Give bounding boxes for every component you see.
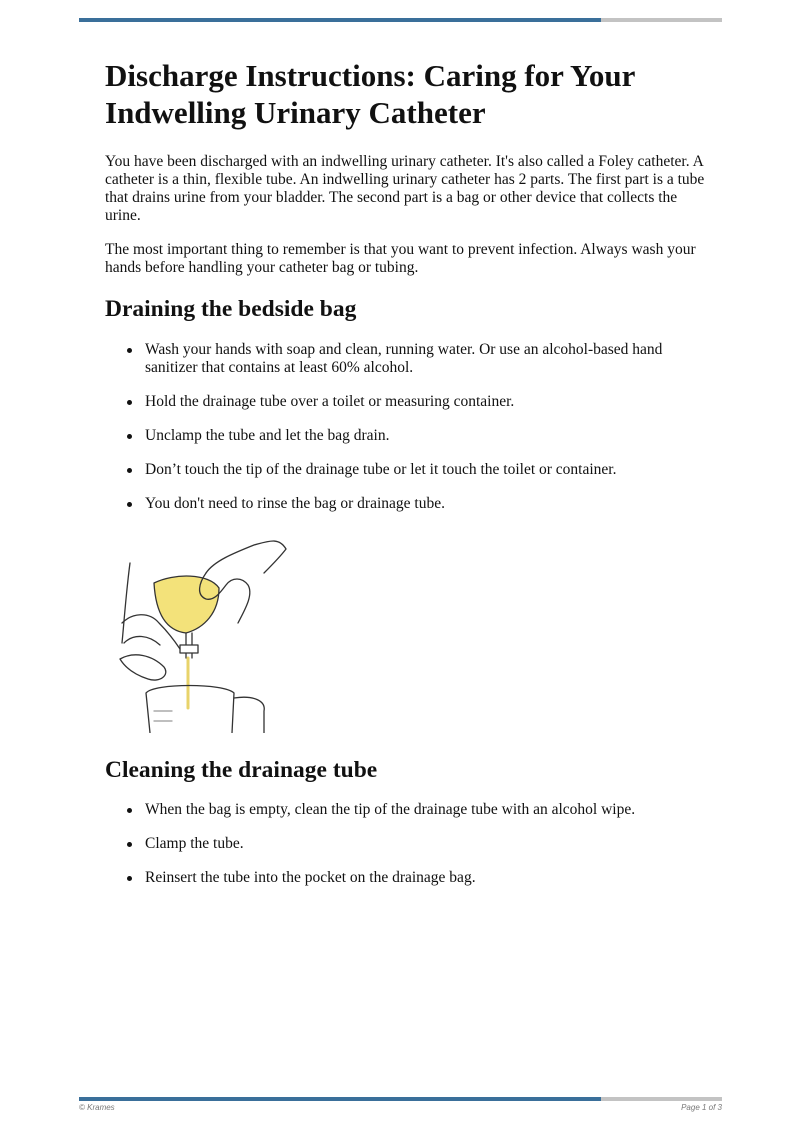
footer-page-number: Page 1 of 3 xyxy=(681,1103,722,1112)
right-hand-upper xyxy=(206,541,286,573)
section-heading-cleaning: Cleaning the drainage tube xyxy=(105,757,378,783)
list-item: Reinsert the tube into the pocket on the drainage bag. xyxy=(105,869,705,887)
container-markings xyxy=(154,711,172,721)
list-item: Don’t touch the tip of the drainage tube or let it touch the toilet or container. xyxy=(105,461,705,479)
footer-rule-blue xyxy=(79,1097,601,1101)
header-rule xyxy=(79,18,722,22)
page-title: Discharge Instructions: Caring for Your Indwelling Urinary Catheter xyxy=(105,58,635,130)
draining-bag-illustration xyxy=(114,533,294,733)
list-item: Wash your hands with soap and clean, running water. Or use an alcohol-based hand sanitizer that contains at least 60% alcohol. xyxy=(105,341,705,377)
measuring-container xyxy=(146,686,234,734)
cleaning-steps-list xyxy=(105,801,705,887)
footer-rule xyxy=(79,1097,722,1101)
urine-bag xyxy=(154,576,219,633)
header-rule-blue xyxy=(79,18,601,22)
tube-clamp xyxy=(180,645,198,653)
list-item: Hold the drainage tube over a toilet or measuring container. xyxy=(105,393,705,411)
draining-steps-list xyxy=(105,341,705,513)
header-rule-gray xyxy=(601,18,722,22)
document-body xyxy=(105,57,705,903)
list-item: You don't need to rinse the bag or drainage tube. xyxy=(105,495,705,513)
container-handle xyxy=(234,697,264,733)
section-heading-draining: Draining the bedside bag xyxy=(105,296,357,322)
footer-rule-gray xyxy=(601,1097,722,1101)
draining-bag-drawing xyxy=(114,533,294,733)
bag-edge-line xyxy=(122,563,130,643)
footer-copyright: © Krames xyxy=(79,1103,115,1112)
list-item: When the bag is empty, clean the tip of the drainage tube with an alcohol wipe. xyxy=(105,801,705,819)
intro-paragraph-1: You have been discharged with an indwelling urinary catheter. It's also called a Foley catheter. A catheter is a thin, flexible tube. An indwelling urinary catheter has 2 parts. The first part is a tube that drains urine from your bladder. The second part is a bag or other device that collects the urine. xyxy=(105,153,705,224)
intro-paragraph-2: The most important thing to remember is that you want to prevent infection. Always wash your hands before handling your catheter bag or tubing. xyxy=(105,241,696,276)
list-item: Unclamp the tube and let the bag drain. xyxy=(105,427,705,445)
list-item: Clamp the tube. xyxy=(105,835,705,853)
